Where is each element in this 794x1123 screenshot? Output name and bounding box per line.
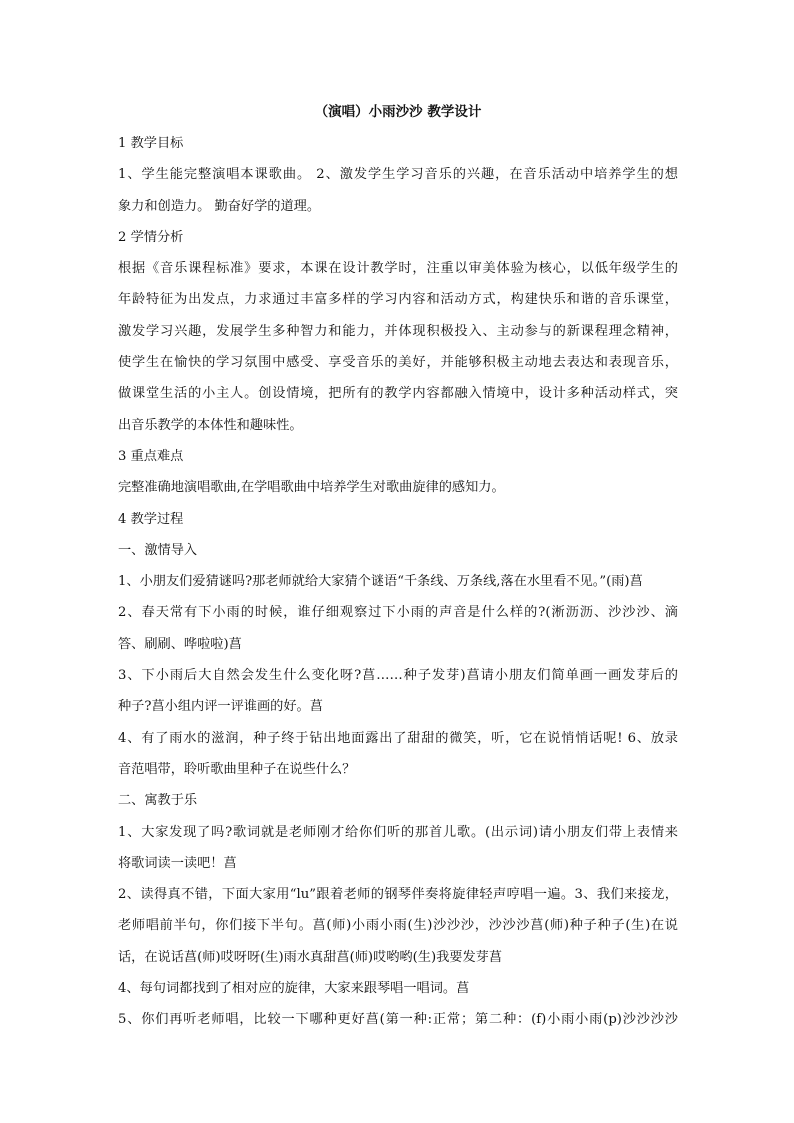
paragraph-line: 4、每句词都找到了相对应的旋律，大家来跟琴唱一唱词。菖 [118, 981, 470, 997]
paragraph-line: 根据《音乐课程标准》要求，本课在设计教学时，注重以审美体验为核心，以低年级学生的 [118, 261, 678, 277]
heading-student-analysis: 2 学情分析 [118, 229, 184, 245]
paragraph-line: 答、刷刷、哗啦啦)菖 [118, 636, 242, 652]
paragraph-line: 5、你们再听老师唱，比较一下哪种更好菖(第一种:正常；第二种：(f)小雨小雨(p)沙沙沙沙 [118, 1012, 678, 1028]
paragraph-line: 3、下小雨后大自然会发生什么变化呀?菖……种子发芽)菖请小朋友们简单画一画发芽后的 [118, 668, 678, 684]
heading-teaching-process: 4 教学过程 [118, 511, 184, 527]
subheading-learn-through-play: 二、寓教于乐 [118, 793, 198, 809]
paragraph-line: 老师唱前半句，你们接下半句。菖(师)小雨小雨(生)沙沙沙，沙沙沙菖(师)种子种子(生)在说 [118, 918, 678, 934]
paragraph-line: 种子?菖小组内评一评谁画的好。菖 [118, 699, 323, 715]
document-page [118, 102, 678, 1036]
heading-teaching-goals: 1 教学目标 [118, 136, 184, 151]
paragraph-line: 2、读得真不错，下面大家用“lu”跟着老师的钢琴伴奏将旋律轻声哼唱一遍。3、我们来接龙， [118, 887, 678, 903]
paragraph-line: 1、学生能完整演唱本课歌曲。 2、激发学生学习音乐的兴趣，在音乐活动中培养学生的想 [118, 167, 678, 183]
paragraph-line: 象力和创造力。 勤奋好学的道理。 [118, 198, 321, 214]
paragraph-line: 使学生在愉快的学习氛围中感受、享受音乐的美好，并能够积极主动地去表达和表现音乐， [118, 355, 678, 371]
heading-key-difficulties: 3 重点难点 [118, 448, 184, 464]
paragraph-line: 1、小朋友们爱猜谜吗?那老师就给大家猜个谜语“千条线、万条线,落在水里看不见。”(雨)菖 [118, 574, 643, 590]
paragraph-line: 年龄特征为出发点，力求通过丰富多样的学习内容和活动方式，构建快乐和谐的音乐课堂， [118, 292, 678, 308]
paragraph-line: 2、春天常有下小雨的时候，谁仔细观察过下小雨的声音是什么样的?(淅沥沥、沙沙沙、滴 [118, 605, 678, 621]
paragraph-line: 激发学习兴趣，发展学生多种智力和能力，并体现积极投入、主动参与的新课程理念精神， [118, 323, 678, 339]
paragraph-line: 4、有了雨水的滋润，种子终于钻出地面露出了甜甜的微笑，听，它在说悄悄话呢! 6、放录 [118, 730, 678, 746]
paragraph-line: 做课堂生活的小主人。创设情境，把所有的教学内容都融入情境中，设计多种活动样式，突 [118, 386, 678, 402]
paragraph-line: 将歌词读一读吧！菖 [118, 855, 237, 871]
document-title: （演唱）小雨沙沙 教学设计 [314, 104, 482, 120]
paragraph-line: 话，在说话菖(师)哎呀呀(生)雨水真甜菖(师)哎哟哟(生)我要发芽菖 [118, 949, 503, 965]
paragraph-line: 1、大家发现了吗?歌词就是老师刚才给你们听的那首儿歌。(出示词)请小朋友们带上表情来 [118, 824, 678, 840]
paragraph-line: 完整准确地演唱歌曲,在学唱歌曲中培养学生对歌曲旋律的感知力。 [118, 480, 505, 496]
paragraph-line: 出音乐教学的本体性和趣味性。 [118, 417, 303, 433]
subheading-introduction: 一、激情导入 [118, 542, 198, 558]
paragraph-line: 音范唱带，聆听歌曲里种子在说些什么？ [118, 761, 356, 777]
